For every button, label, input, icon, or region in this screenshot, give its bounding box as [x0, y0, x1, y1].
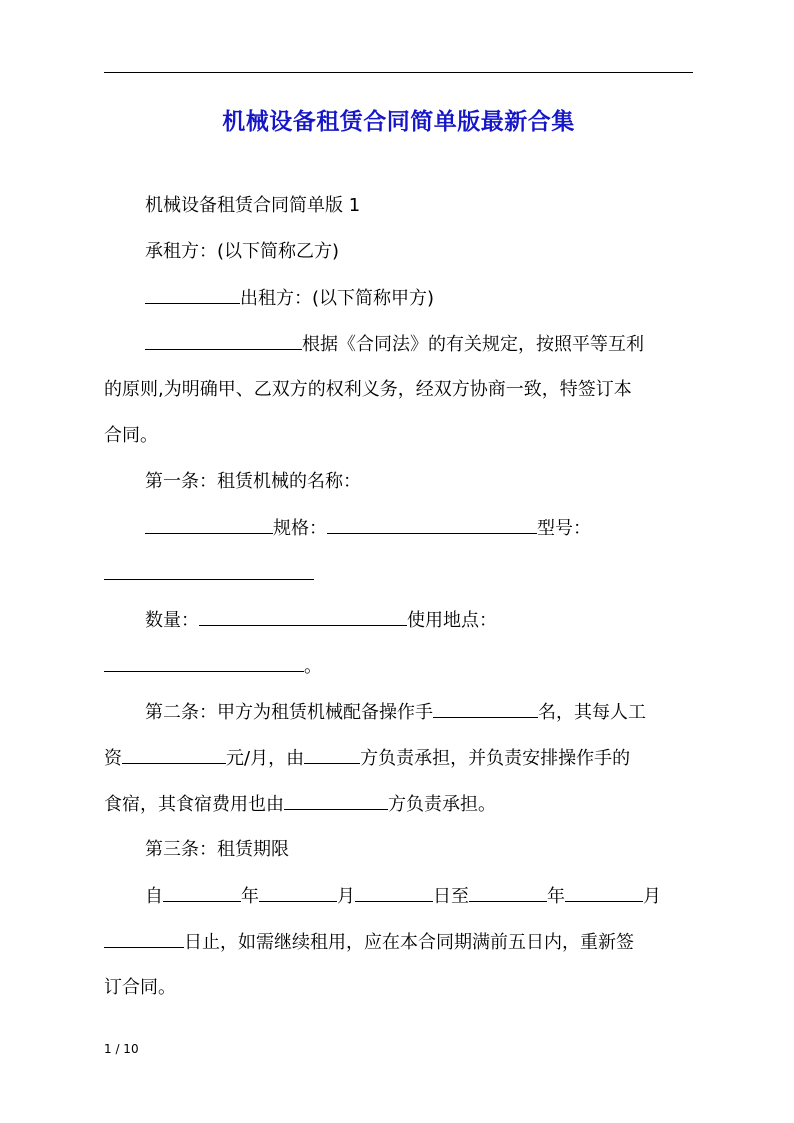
blank-field[interactable]	[327, 513, 537, 534]
lease-period-line-2: 日止，如需继续租用，应在本合同期满前五日内，重新签	[104, 927, 634, 958]
preamble-line-2: 的原则,为明确甲、乙双方的权利义务，经双方协商一致，特签订本	[104, 379, 632, 400]
blank-field[interactable]	[259, 881, 337, 902]
blank-field[interactable]	[145, 283, 240, 304]
preamble-line-1: 根据《合同法》的有关规定，按照平等互利	[145, 329, 644, 360]
blank-field[interactable]	[284, 789, 388, 810]
article-3-heading: 第三条：租赁期限	[145, 839, 289, 860]
blank-field[interactable]	[145, 329, 302, 350]
header-rule	[104, 72, 693, 73]
blank-field[interactable]	[104, 651, 304, 672]
blank-field[interactable]	[104, 927, 184, 948]
article-2-line-3: 食宿，其食宿费用也由 方负责承担。	[104, 789, 496, 820]
spec-model-line: 规格： 型号：	[145, 513, 591, 544]
blank-field[interactable]	[163, 881, 241, 902]
quantity-location-line: 数量： 使用地点：	[145, 605, 497, 636]
article-1-heading: 第一条：租赁机械的名称：	[145, 471, 361, 492]
page-number: 1 / 10	[104, 1042, 139, 1056]
blank-field[interactable]	[104, 559, 314, 580]
blank-field[interactable]	[145, 513, 273, 534]
lessee-line: 承租方：(以下简称乙方)	[145, 241, 340, 262]
blank-field[interactable]	[565, 881, 643, 902]
blank-field[interactable]	[122, 743, 226, 764]
model-blank-line	[104, 559, 314, 590]
blank-field[interactable]	[199, 605, 407, 626]
preamble-line-3: 合同。	[104, 425, 158, 446]
lease-period-line-1: 自 年 月 日至 年 月	[145, 881, 661, 912]
article-2-line-1: 第二条：甲方为租赁机械配备操作手 名，其每人工	[145, 697, 646, 728]
contract-heading: 机械设备租赁合同简单版 1	[145, 195, 361, 216]
article-2-line-2: 资 元/月，由 方负责承担，并负责安排操作手的	[104, 743, 630, 774]
blank-field[interactable]	[433, 697, 538, 718]
blank-field[interactable]	[469, 881, 547, 902]
lease-period-line-3: 订合同。	[104, 977, 176, 998]
blank-field[interactable]	[355, 881, 433, 902]
location-blank-line: 。	[104, 651, 322, 682]
document-title: 机械设备租赁合同简单版最新合集	[222, 109, 575, 135]
lessor-line: 出租方：(以下简称甲方)	[145, 283, 434, 314]
blank-field[interactable]	[304, 743, 360, 764]
